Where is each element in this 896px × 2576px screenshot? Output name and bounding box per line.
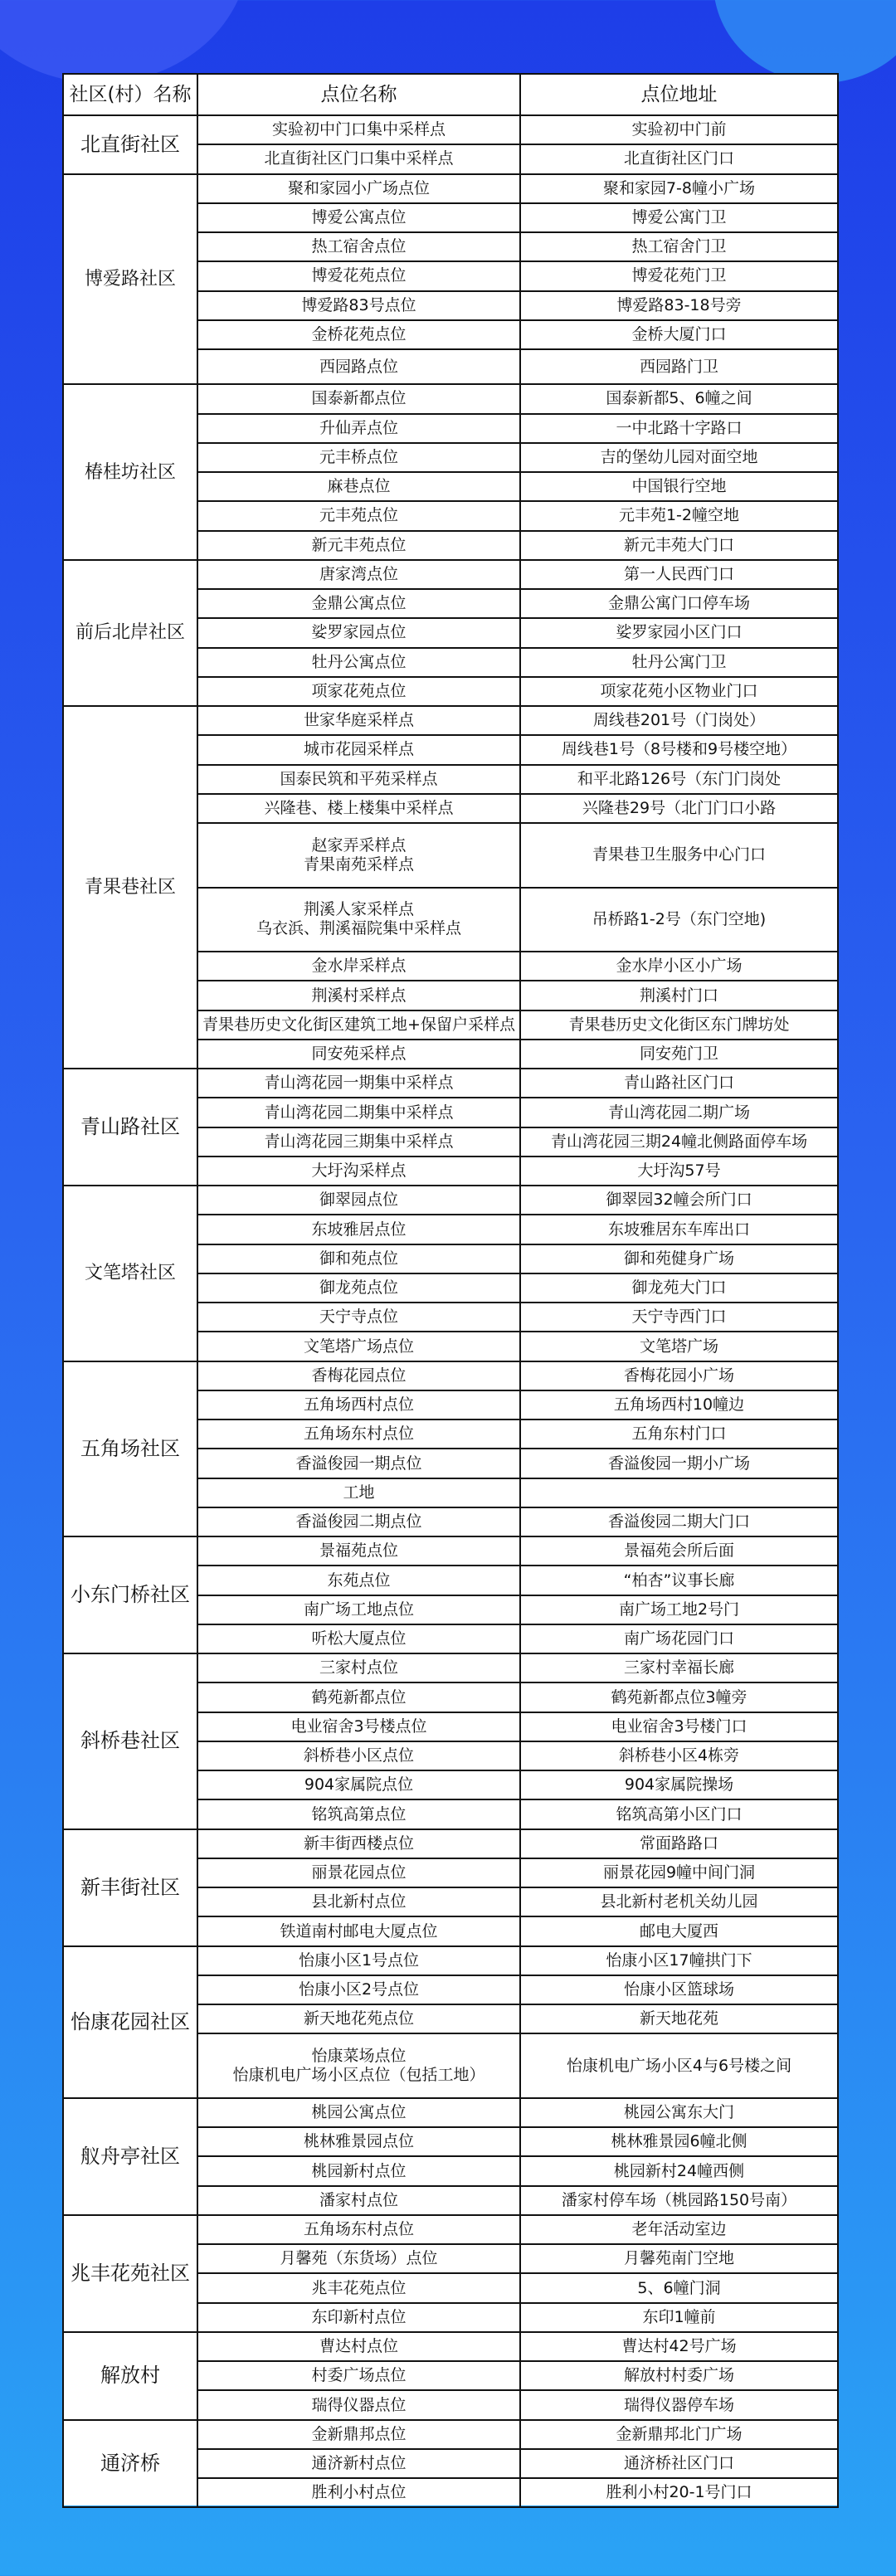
sampling-points-sheet [62, 73, 837, 2505]
point-name-cell: 丽景花园点位 [197, 1858, 520, 1887]
table-row [63, 1653, 838, 1682]
point-name-cell: 桃园公寓点位 [197, 2098, 520, 2127]
point-address-cell: 吊桥路1-2号（东门空地) [520, 888, 838, 952]
sampling-points-table [62, 73, 839, 2508]
point-name-cell: 御和苑点位 [197, 1244, 520, 1273]
point-address-cell: 香梅花园小广场 [520, 1361, 838, 1390]
point-name-cell: 青山湾花园一期集中采样点 [197, 1069, 520, 1098]
point-name-cell: 北直街社区门口集中采样点 [197, 144, 520, 173]
point-name-cell: 东苑点位 [197, 1566, 520, 1595]
point-name-cell: 金水岸采样点 [197, 952, 520, 981]
point-name-cell: 月馨苑（东货场）点位 [197, 2244, 520, 2273]
community-name-cell: 椿桂坊社区 [63, 384, 197, 560]
point-name-cell: 牡丹公寓点位 [197, 648, 520, 677]
point-address-cell: 和平北路126号（东门门岗处 [520, 765, 838, 794]
point-name-cell: 青山湾花园二期集中采样点 [197, 1098, 520, 1127]
decorative-circle-left [0, 0, 249, 83]
point-name-cell: 天宁寺点位 [197, 1303, 520, 1332]
point-address-cell: 金桥大厦门口 [520, 320, 838, 349]
point-address-cell: 东印1幢前 [520, 2303, 838, 2332]
community-name-cell: 舣舟亭社区 [63, 2098, 197, 2215]
community-name-cell: 斜桥巷社区 [63, 1653, 197, 1829]
point-name-cell: 三家村点位 [197, 1653, 520, 1682]
point-address-cell: 中国银行空地 [520, 472, 838, 501]
point-address-cell: 金水岸小区小广场 [520, 952, 838, 981]
point-address-cell: 青山湾花园三期24幢北侧路面停车场 [520, 1127, 838, 1157]
point-name-cell: 兆丰花苑点位 [197, 2273, 520, 2302]
point-name-cell: 电业宿舍3号楼点位 [197, 1712, 520, 1741]
point-address-cell: 元丰苑1-2幢空地 [520, 501, 838, 530]
point-name-cell: 904家属院点位 [197, 1770, 520, 1799]
table-row [63, 2098, 838, 2127]
point-name-cell: 元丰桥点位 [197, 443, 520, 472]
point-address-cell: 老年活动室边 [520, 2215, 838, 2244]
point-name-cell: 国泰民筑和平苑采样点 [197, 765, 520, 794]
point-name-cell: 胜利小村点位 [197, 2478, 520, 2507]
community-name-cell: 小东门桥社区 [63, 1536, 197, 1653]
community-name-cell: 文笔塔社区 [63, 1186, 197, 1361]
point-address-cell: 香溢俊园一期小广场 [520, 1449, 838, 1478]
point-address-cell: 周线巷201号（门岗处） [520, 706, 838, 735]
point-address-cell: 新天地花苑 [520, 2004, 838, 2033]
point-address-cell: 邮电大厦西 [520, 1916, 838, 1945]
point-address-cell: 铭筑高第小区门口 [520, 1799, 838, 1829]
point-address-cell: 桃园新村24幢西侧 [520, 2156, 838, 2185]
table-row [63, 1946, 838, 1975]
point-name-cell: 五角场东村点位 [197, 1419, 520, 1449]
header-point-address: 点位地址 [520, 74, 838, 115]
point-name-cell: 怡康小区2号点位 [197, 1975, 520, 2004]
point-name-cell: 唐家湾点位 [197, 560, 520, 589]
point-address-cell: 金鼎公寓门口停车场 [520, 589, 838, 618]
point-address-cell: 文笔塔广场 [520, 1332, 838, 1361]
point-address-cell: 同安苑门卫 [520, 1040, 838, 1069]
point-address-cell: 项家花苑小区物业门口 [520, 677, 838, 706]
point-name-cell: 大圩沟采样点 [197, 1157, 520, 1186]
point-address-cell: 斜桥巷小区4栋旁 [520, 1741, 838, 1770]
point-name-cell: 金桥花苑点位 [197, 320, 520, 349]
point-address-cell: 国泰新都5、6幢之间 [520, 384, 838, 413]
point-address-cell: 景福苑会所后面 [520, 1536, 838, 1566]
point-address-cell: 五角场西村10幢边 [520, 1390, 838, 1419]
point-address-cell: 御翠园32幢会所门口 [520, 1186, 838, 1215]
point-address-cell: 荆溪村门口 [520, 981, 838, 1010]
point-address-cell: 怡康小区篮球场 [520, 1975, 838, 2004]
point-name-cell: 热工宿舍点位 [197, 232, 520, 261]
point-address-cell: 904家属院操场 [520, 1770, 838, 1799]
point-name-cell: 鹤苑新都点位 [197, 1682, 520, 1712]
table-row [63, 2332, 838, 2361]
point-name-cell: 通济新村点位 [197, 2449, 520, 2478]
point-name-cell: 瑞得仪器点位 [197, 2390, 520, 2419]
point-name-cell: 实验初中门口集中采样点 [197, 115, 520, 144]
point-name-cell: 御翠园点位 [197, 1186, 520, 1215]
point-name-cell: 听松大厦点位 [197, 1624, 520, 1653]
point-name-cell: 国泰新都点位 [197, 384, 520, 413]
point-name-cell: 铁道南村邮电大厦点位 [197, 1916, 520, 1945]
point-address-cell: 青山湾花园二期广场 [520, 1098, 838, 1127]
point-address-cell: 五角东村门口 [520, 1419, 838, 1449]
point-name-cell: 青山湾花园三期集中采样点 [197, 1127, 520, 1157]
table-header-row [63, 74, 838, 115]
point-name-cell: 聚和家园小广场点位 [197, 174, 520, 203]
point-name-cell: 青果巷历史文化街区建筑工地+保留户采样点 [197, 1010, 520, 1040]
community-name-cell: 前后北岸社区 [63, 560, 197, 706]
point-name-cell: 香溢俊园一期点位 [197, 1449, 520, 1478]
point-address-cell: 大圩沟57号 [520, 1157, 838, 1186]
point-address-cell: 桃林雅景园6幢北侧 [520, 2127, 838, 2156]
point-name-cell: 景福苑点位 [197, 1536, 520, 1566]
point-name-cell: 曹达村点位 [197, 2332, 520, 2361]
point-name-cell: 博爱花苑点位 [197, 261, 520, 290]
point-name-cell: 怡康小区1号点位 [197, 1946, 520, 1975]
point-address-cell: 博爱花苑门卫 [520, 261, 838, 290]
point-name-cell: 五角场东村点位 [197, 2215, 520, 2244]
table-row [63, 1186, 838, 1215]
point-name-cell: 同安苑采样点 [197, 1040, 520, 1069]
point-address-cell: 香溢俊园二期大门口 [520, 1507, 838, 1536]
point-name-cell: 城市花园采样点 [197, 735, 520, 764]
point-address-cell: 南广场花园门口 [520, 1624, 838, 1653]
point-name-cell: 新元丰苑点位 [197, 531, 520, 560]
point-address-cell: 瑞得仪器停车场 [520, 2390, 838, 2419]
point-name-cell: 麻巷点位 [197, 472, 520, 501]
point-address-cell: 热工宿舍门卫 [520, 232, 838, 261]
point-name-cell: 元丰苑点位 [197, 501, 520, 530]
point-address-cell: 周线巷1号（8号楼和9号楼空地） [520, 735, 838, 764]
point-name-cell: 新天地花苑点位 [197, 2004, 520, 2033]
point-address-cell: 吉的堡幼儿园对面空地 [520, 443, 838, 472]
table-row [63, 560, 838, 589]
table-row [63, 1536, 838, 1566]
point-name-cell: 桃园新村点位 [197, 2156, 520, 2185]
point-address-cell: 怡康机电广场小区4与6号楼之间 [520, 2033, 838, 2098]
point-address-cell: 天宁寺西门口 [520, 1303, 838, 1332]
point-address-cell: 博爱公寓门卫 [520, 203, 838, 232]
table-body [63, 115, 838, 2507]
point-address-cell: 博爱路83-18号旁 [520, 291, 838, 320]
point-name-cell: 金鼎公寓点位 [197, 589, 520, 618]
point-address-cell: 三家村幸福长廊 [520, 1653, 838, 1682]
point-name-cell: 香溢俊园二期点位 [197, 1507, 520, 1536]
table-row [63, 174, 838, 203]
point-address-cell: 御龙苑大门口 [520, 1273, 838, 1303]
point-name-cell: 赵家弄采样点 青果南苑采样点 [197, 823, 520, 888]
point-address-cell: 金新鼎邦北门广场 [520, 2420, 838, 2449]
point-name-cell: 潘家村点位 [197, 2186, 520, 2215]
point-name-cell: 斜桥巷小区点位 [197, 1741, 520, 1770]
point-address-cell: 南广场工地2号门 [520, 1595, 838, 1624]
table-row [63, 2420, 838, 2449]
table-row [63, 706, 838, 735]
point-address-cell: 一中北路十字路口 [520, 414, 838, 443]
point-address-cell: 电业宿舍3号楼门口 [520, 1712, 838, 1741]
point-address-cell [520, 1478, 838, 1507]
point-address-cell: 丽景花园9幢中间门洞 [520, 1858, 838, 1887]
point-name-cell: 东坡雅居点位 [197, 1215, 520, 1244]
header-community: 社区(村）名称 [63, 74, 197, 115]
point-address-cell: 通济桥社区门口 [520, 2449, 838, 2478]
point-name-cell: 五角场西村点位 [197, 1390, 520, 1419]
point-name-cell: 项家花苑点位 [197, 677, 520, 706]
point-name-cell: 金新鼎邦点位 [197, 2420, 520, 2449]
point-address-cell: 西园路门卫 [520, 349, 838, 384]
community-name-cell: 青果巷社区 [63, 706, 197, 1069]
point-address-cell: 常面路路口 [520, 1829, 838, 1858]
point-address-cell: 御和苑健身广场 [520, 1244, 838, 1273]
point-address-cell: 第一人民西门口 [520, 560, 838, 589]
point-name-cell: 兴隆巷、楼上楼集中采样点 [197, 794, 520, 823]
point-address-cell: 5、6幢门洞 [520, 2273, 838, 2302]
point-name-cell: 世家华庭采样点 [197, 706, 520, 735]
point-name-cell: 御龙苑点位 [197, 1273, 520, 1303]
point-name-cell: 铭筑高第点位 [197, 1799, 520, 1829]
point-address-cell: 桃园公寓东大门 [520, 2098, 838, 2127]
community-name-cell: 解放村 [63, 2332, 197, 2420]
point-name-cell: 文笔塔广场点位 [197, 1332, 520, 1361]
point-name-cell: 村委广场点位 [197, 2361, 520, 2390]
point-address-cell: 曹达村42号广场 [520, 2332, 838, 2361]
point-address-cell: 解放村村委广场 [520, 2361, 838, 2390]
point-address-cell: 实验初中门前 [520, 115, 838, 144]
point-name-cell: 西园路点位 [197, 349, 520, 384]
point-address-cell: 潘家村停车场（桃园路150号南） [520, 2186, 838, 2215]
community-name-cell: 北直街社区 [63, 115, 197, 174]
point-address-cell: “柏杏”议事长廊 [520, 1566, 838, 1595]
point-address-cell: 县北新村老机关幼儿园 [520, 1887, 838, 1916]
point-address-cell: 鹤苑新都点位3幢旁 [520, 1682, 838, 1712]
point-name-cell: 桃林雅景园点位 [197, 2127, 520, 2156]
community-name-cell: 博爱路社区 [63, 174, 197, 385]
header-point-name: 点位名称 [197, 74, 520, 115]
table-row [63, 1829, 838, 1858]
community-name-cell: 青山路社区 [63, 1069, 197, 1186]
point-address-cell: 娑罗家园小区门口 [520, 618, 838, 647]
point-name-cell: 工地 [197, 1478, 520, 1507]
table-row [63, 115, 838, 144]
point-name-cell: 县北新村点位 [197, 1887, 520, 1916]
point-address-cell: 怡康小区17幢拱门下 [520, 1946, 838, 1975]
point-address-cell: 东坡雅居东车库出口 [520, 1215, 838, 1244]
point-address-cell: 青果巷卫生服务中心门口 [520, 823, 838, 888]
point-name-cell: 香梅花园点位 [197, 1361, 520, 1390]
point-name-cell: 南广场工地点位 [197, 1595, 520, 1624]
point-address-cell: 聚和家园7-8幢小广场 [520, 174, 838, 203]
point-name-cell: 怡康菜场点位 怡康机电广场小区点位（包括工地） [197, 2033, 520, 2098]
point-address-cell: 月馨苑南门空地 [520, 2244, 838, 2273]
point-name-cell: 新丰街西楼点位 [197, 1829, 520, 1858]
point-address-cell: 牡丹公寓门卫 [520, 648, 838, 677]
point-address-cell: 胜利小村20-1号门口 [520, 2478, 838, 2507]
point-name-cell: 东印新村点位 [197, 2303, 520, 2332]
point-address-cell: 兴隆巷29号（北门门口小路 [520, 794, 838, 823]
point-name-cell: 博爱路83号点位 [197, 291, 520, 320]
table-row [63, 1069, 838, 1098]
point-address-cell: 北直街社区门口 [520, 144, 838, 173]
point-name-cell: 娑罗家园点位 [197, 618, 520, 647]
point-address-cell: 新元丰苑大门口 [520, 531, 838, 560]
point-address-cell: 青山路社区门口 [520, 1069, 838, 1098]
table-row [63, 384, 838, 413]
point-name-cell: 博爱公寓点位 [197, 203, 520, 232]
community-name-cell: 兆丰花苑社区 [63, 2215, 197, 2332]
community-name-cell: 通济桥 [63, 2420, 197, 2508]
decorative-circle-right [713, 0, 896, 83]
table-row [63, 1361, 838, 1390]
point-name-cell: 荆溪人家采样点 乌衣浜、荆溪福院集中采样点 [197, 888, 520, 952]
community-name-cell: 新丰街社区 [63, 1829, 197, 1946]
community-name-cell: 怡康花园社区 [63, 1946, 197, 2098]
table-row [63, 2215, 838, 2244]
point-name-cell: 荆溪村采样点 [197, 981, 520, 1010]
point-name-cell: 升仙弄点位 [197, 414, 520, 443]
point-address-cell: 青果巷历史文化街区东门牌坊处 [520, 1010, 838, 1040]
community-name-cell: 五角场社区 [63, 1361, 197, 1537]
